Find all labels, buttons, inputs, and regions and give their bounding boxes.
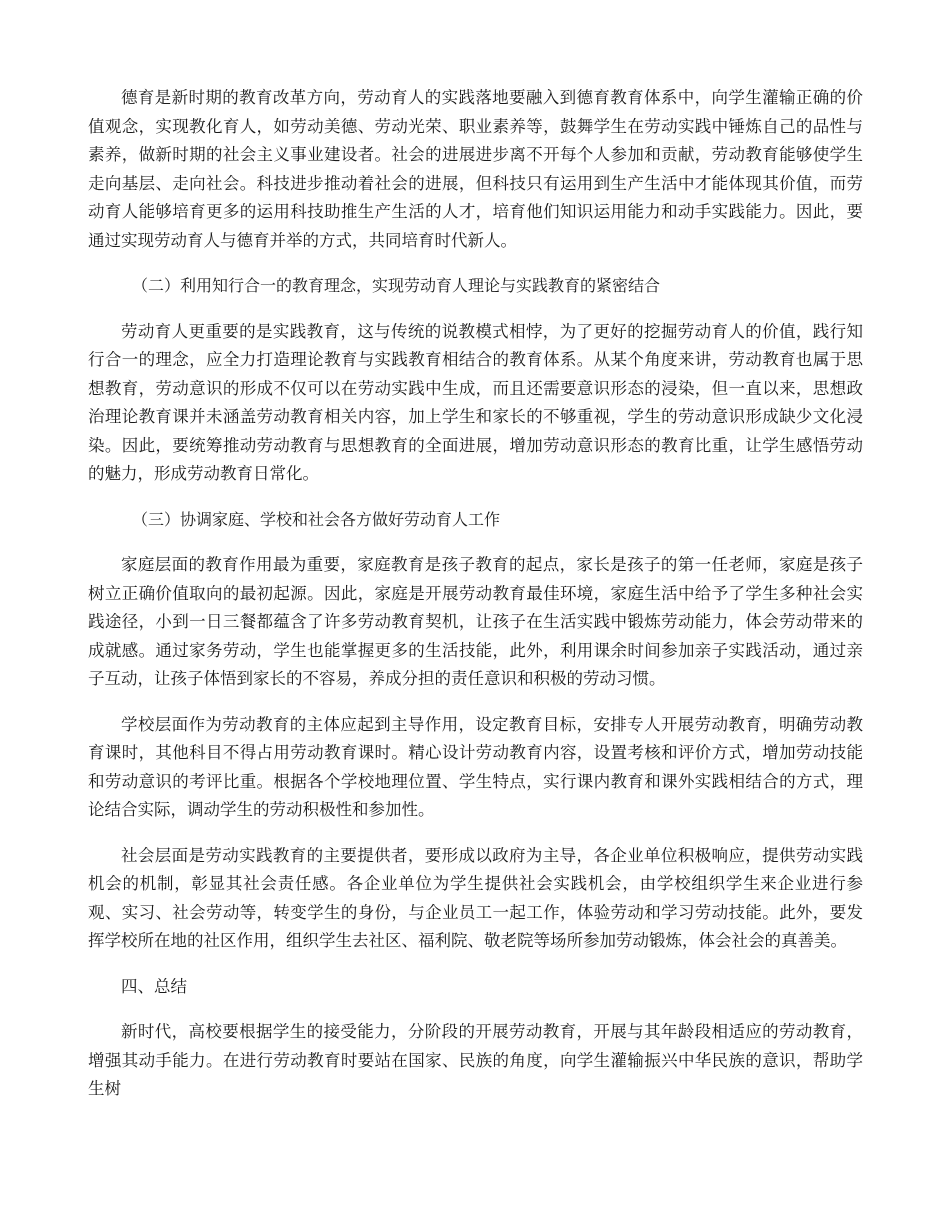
paragraph-summary: 新时代，高校要根据学生的接受能力，分阶段的开展劳动教育，开展与其年龄段相适应的劳动教育，增强其动手能力。在进行劳动教育时要站在国家、民族的角度，向学生灌输振兴中华民族的意识，帮助学生树 [88,1022,863,1098]
paragraph-society: 社会层面是劳动实践教育的主要提供者，要形成以政府为主导，各企业单位积极响应，提供劳动实践机会的机制，彰显其社会责任感。各企业单位为学生提供社会实践机会，由学校组织学生来企业进行参观、实习、社会劳动等，转变学生的身份，与企业员工一起工作，体验劳动和学习劳动技能。此外，要发挥学校所在地的社区作用，组织学生去社区、福利院、敬老院等场所参加劳动锻炼，体会社会的真善美。 [88,845,863,950]
paragraph-practice-education: 劳动育人更重要的是实践教育，这与传统的说教模式相悖，为了更好的挖掘劳动育人的价值，践行知行合一的理念，应全力打造理论教育与实践教育相结合的教育体系。从某个角度来讲，劳动教育也属于思想教育，劳动意识的形成不仅可以在劳动实践中生成，而且还需要意识形态的浸染，但一直以来，思想政治理论教育课并未涵盖劳动教育相关内容，加上学生和家长的不够重视，学生的劳动意识形成缺少文化浸染。因此，要统筹推动劳动教育与思想教育的全面进展，增加劳动意识形态的教育比重，让学生感悟劳动的魅力，形成劳动教育日常化。 [88,321,863,483]
subheading-2: （二）利用知行合一的教育理念，实现劳动育人理论与实践教育的紧密结合 [132,276,661,295]
document-page [88,84,863,1104]
section-heading-summary: 四、总结 [121,976,187,996]
paragraph-school: 学校层面作为劳动教育的主体应起到主导作用，设定教育目标，安排专人开展劳动教育，明确劳动教育课时，其他科目不得占用劳动教育课时。精心设计劳动教育内容，设置考核和评价方式，增加劳动技能和劳动意识的考评比重。根据各个学校地理位置、学生特点，实行课内教育和课外实践相结合的方式，理论结合实际，调动学生的劳动积极性和参加性。 [88,714,863,819]
subheading-3: （三）协调家庭、学校和社会各方做好劳动育人工作 [132,509,501,529]
paragraph-family: 家庭层面的教育作用最为重要，家庭教育是孩子教育的起点，家长是孩子的第一任老师，家庭是孩子树立正确价值取向的最初起源。因此，家庭是开展劳动教育最佳环境，家庭生活中给予了学生多种社会实践途径，小到一日三餐都蕴含了许多劳动教育契机，让孩子在生活实践中锻炼劳动能力，体会劳动带来的成就感。通过家务劳动，学生也能掌握更多的生活技能，此外，利用课余时间参加亲子实践活动，通过亲子互动，让孩子体悟到家长的不容易，养成分担的责任意识和积极的劳动习惯。 [88,555,863,688]
paragraph-moral-education: 德育是新时期的教育改革方向，劳动育人的实践落地要融入到德育教育体系中，向学生灌输正确的价值观念，实现教化育人，如劳动美德、劳动光荣、职业素养等，鼓舞学生在劳动实践中锤炼自己的品性与素养，做新时期的社会主义事业建设者。社会的进展进步离不开每个人参加和贡献，劳动教育能够使学生走向基层、走向社会。科技进步推动着社会的进展，但科技只有运用到生产生活中才能体现其价值，而劳动育人能够培育更多的运用科技助推生产生活的人才，培育他们知识运用能力和动手实践能力。因此，要通过实现劳动育人与德育并举的方式，共同培育时代新人。 [88,88,863,250]
